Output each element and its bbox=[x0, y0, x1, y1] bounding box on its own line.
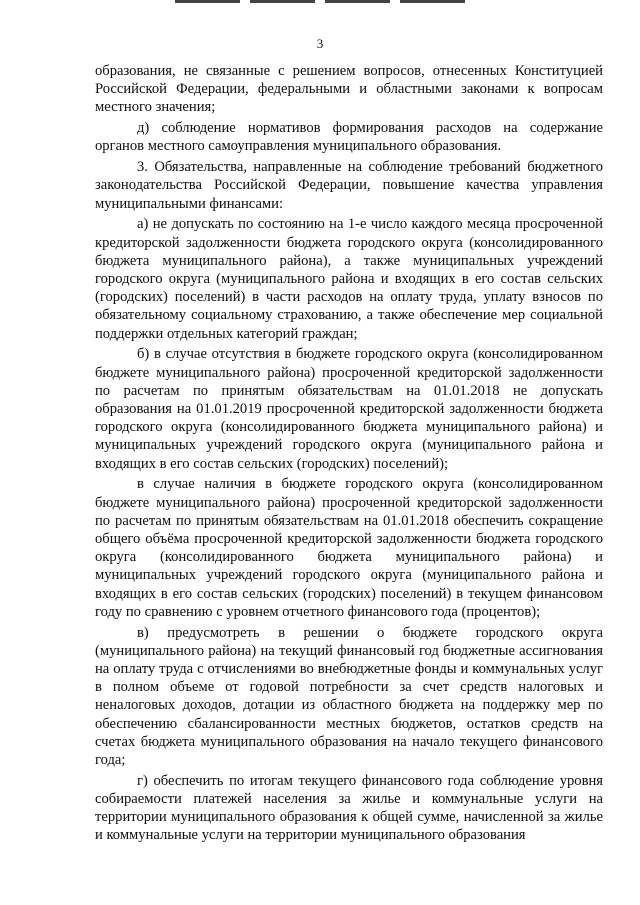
page-number: 3 bbox=[316, 36, 324, 51]
scan-mark bbox=[250, 0, 315, 3]
document-body bbox=[95, 62, 603, 847]
paragraph-item-b: б) в случае отсутствия в бюджете городского округа (консолидированном бюджете муниципального района) просроченной кредиторской задолженности по расчетам по принятым обязательствам на 01.01.2018 не допускать образования на 01.01.2019 просроченной кредиторской задолженности бюджета городского округа (консолидированного бюджета муниципального района) и муниципальных учреждений городского округа (муниципального района и входящих в его состав сельских (городских) поселений); bbox=[95, 346, 603, 472]
paragraph-item-v: в) предусмотреть в решении о бюджете городского округа (муниципального района) на текущий финансовый год бюджетные ассигнования на оплату труда с отчислениями во внебюджетные фонды и коммунальных услуг в полном объеме от годовой потребности за счет средств налоговых и неналоговых доходов, дотации из областного бюджета на поддержку мер по обеспечению сбалансированности местных бюджетов, остатков средств на счетах бюджета муниципального образования на начало текущего финансового года; bbox=[95, 624, 603, 769]
paragraph-item-a: а) не допускать по состоянию на 1-е число каждого месяца просроченной кредиторской задолженности бюджета городского округа (консолидированного бюджета муниципального района), а также муниципальных учреждений городского округа (муниципального района и входящих в его состав сельских (городских) поселений) в части расходов на оплату труда, уплату взносов по обязательному социальному страхованию, а также обеспечение мер социальной поддержки отдельных категорий граждан; bbox=[95, 216, 603, 342]
scan-mark bbox=[325, 0, 390, 3]
paragraph-continuation: образования, не связанные с решением вопросов, отнесенных Конституцией Российской Федерации, федеральными и областными законами к вопросам местного значения; bbox=[95, 63, 603, 116]
paragraph-item-b-continued: в случае наличия в бюджете городского округа (консолидированном бюджете муниципального района) просроченной кредиторской задолженности по расчетам по принятым обязательствам на 01.01.2018 обеспечить сокращение общего объёма просроченной кредиторской задолженности бюджета городского округа (консолидированного бюджета муниципального района) и муниципальных учреждений городского округа (муниципального района и входящих в его состав сельских (городских) поселений) в текущем финансовом году по сравнению с уровнем отчетного финансового года (процентов); bbox=[95, 476, 603, 620]
scan-edge-marks bbox=[175, 0, 465, 4]
paragraph-item-d: д) соблюдение нормативов формирования расходов на содержание органов местного самоуправления муниципального образования. bbox=[95, 120, 603, 155]
paragraph-item-g: г) обеспечить по итогам текущего финансового года соблюдение уровня собираемости платежей населения за жилье и коммунальные услуги на территории муниципального образования к общей сумме, начисленной за жилье и коммунальные услуги на территории муниципального образования bbox=[95, 772, 603, 844]
scan-mark bbox=[400, 0, 465, 3]
paragraph-section-3: 3. Обязательства, направленные на соблюдение требований бюджетного законодательства Российской Федерации, повышение качества управления муниципальными финансами: bbox=[95, 159, 603, 212]
scan-mark bbox=[175, 0, 240, 3]
